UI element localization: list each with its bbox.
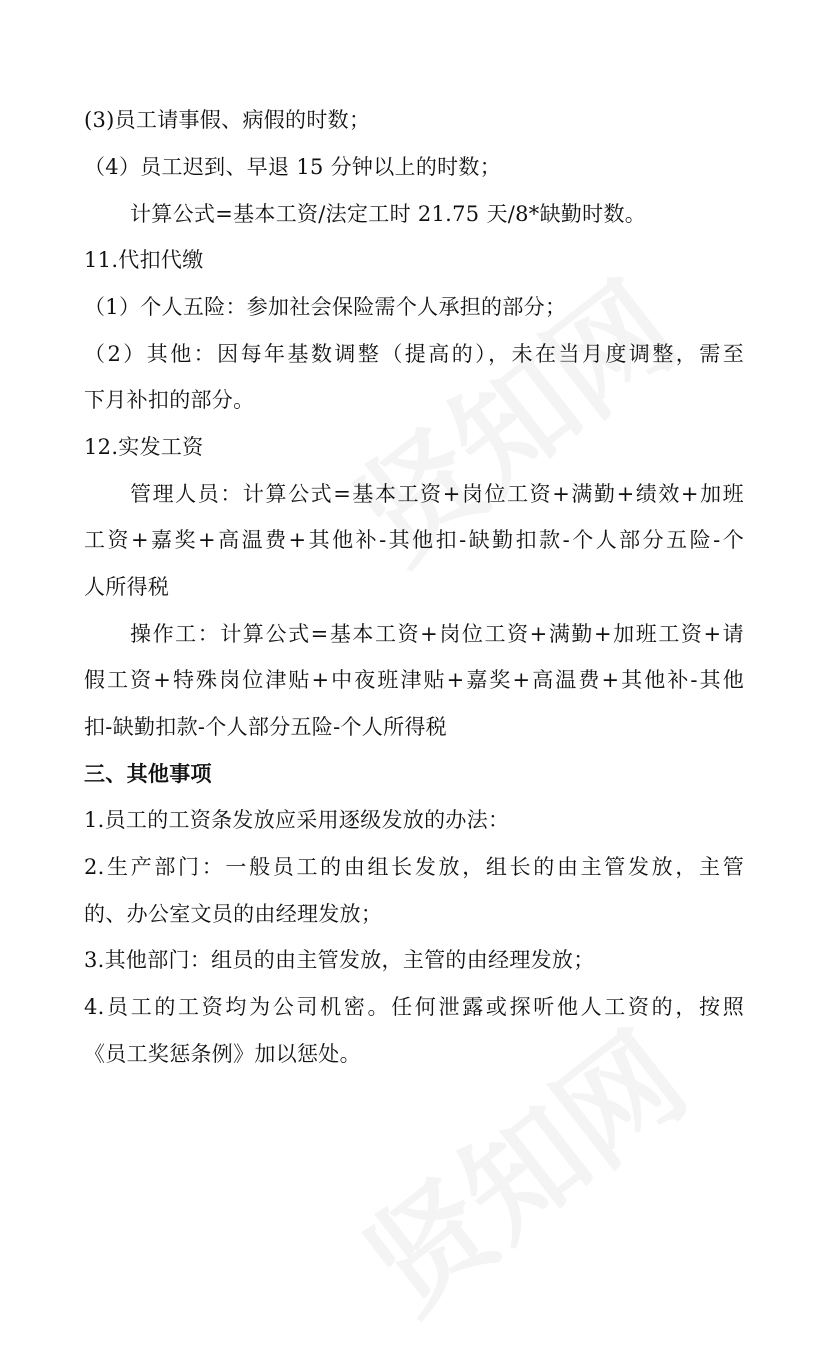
text-line: 3.其他部门：组员的由主管发放，主管的由经理发放； (84, 948, 595, 972)
text-line: 下月补扣的部分。 (84, 388, 255, 412)
text-line: 4.员工的工资均为公司机密。任何泄露或探听他人工资的，按照 (84, 995, 744, 1019)
text-line: 计算公式=基本工资/法定工时 21.75 天/8*缺勤时数。 (130, 202, 647, 226)
text-line: 的、办公室文员的由经理发放； (84, 902, 383, 926)
text-line: 1.员工的工资条发放应采用逐级发放的办法： (84, 808, 510, 832)
text-line: 工资+嘉奖+高温费+其他补-其他扣-缺勤扣款-个人部分五险-个 (84, 528, 744, 552)
text-line: 人所得税 (84, 575, 170, 599)
watermark (325, 987, 715, 1344)
text-line: 操作工：计算公式=基本工资+岗位工资+满勤+加班工资+请 (130, 622, 744, 646)
text-line: （1）个人五险：参加社会保险需个人承担的部分； (84, 295, 567, 319)
text-line: （2）其他：因每年基数调整（提高的），未在当月度调整，需至 (84, 342, 744, 366)
section-title: 三、其他事项 (84, 762, 212, 786)
section-heading: 11.代扣代缴 (84, 248, 204, 272)
text-line: （4）员工迟到、早退 15 分钟以上的时数； (84, 155, 502, 179)
text-line: 扣-缺勤扣款-个人部分五险-个人所得税 (84, 715, 447, 739)
text-line: (3)员工请事假、病假的时数； (84, 108, 371, 132)
text-line: 管理人员：计算公式=基本工资+岗位工资+满勤+绩效+加班 (130, 482, 744, 506)
text-line: 假工资+特殊岗位津贴+中夜班津贴+嘉奖+高温费+其他补-其他 (84, 668, 744, 692)
section-heading: 12.实发工资 (84, 435, 204, 459)
text-line: 《员工奖惩条例》加以惩处。 (84, 1042, 361, 1066)
text-line: 2.生产部门：一般员工的由组长发放，组长的由主管发放，主管 (84, 855, 744, 879)
